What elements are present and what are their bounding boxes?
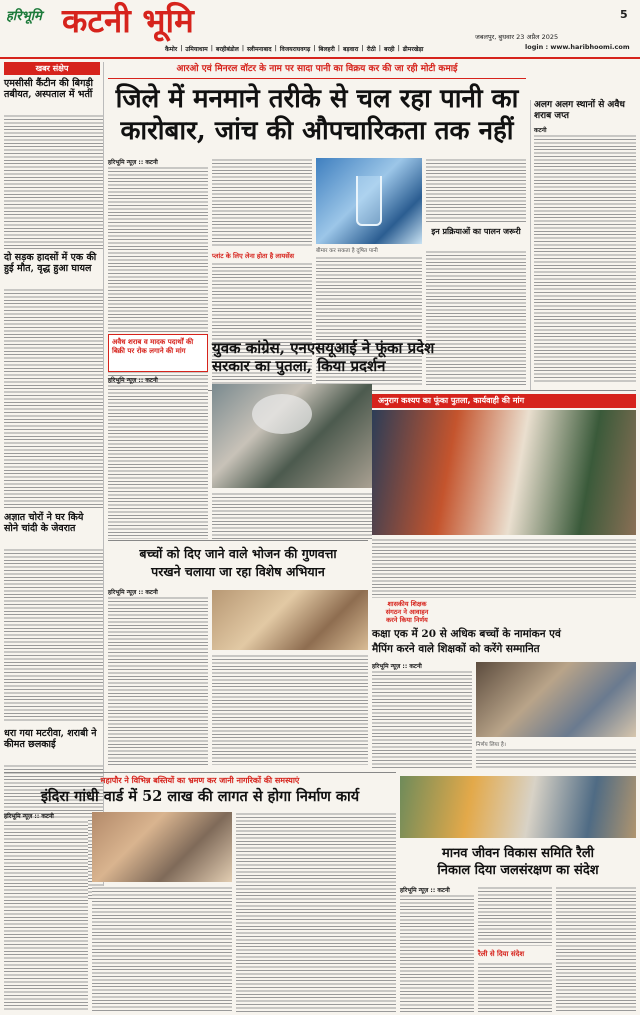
headline: निकाल दिया जलसंरक्षण का संदेश: [437, 863, 599, 878]
headline: मैपिंग करने वाले शिक्षकों को करेंगे सम्मानित: [372, 643, 540, 655]
headline: जिले में मनमाने तरीके से चल रहा पानी का: [115, 84, 519, 114]
teachers-story: [372, 600, 636, 770]
box-text: अवैध शराब व मादक पदार्थों की बिक्री पर रोक लगाने की मांग: [112, 338, 194, 355]
brief-title: धरा गया मटरीवा, शराबी ने कीमत छलकाई: [4, 728, 97, 750]
brief-title: एमसीसी कैंटीन की बिगड़ी तबीयत, अस्पताल में भर्ती: [4, 78, 93, 100]
nav-item[interactable]: बिलहरी: [318, 46, 335, 53]
byline: हरिभूमि न्यूज़ :: कटनी: [400, 887, 450, 894]
nav-strip: कैमोर | उमियाधाम | बरहीबंडोल | स्लीमनाबाद | विजयराघवगढ़ | बिलहरी | बड़वारा | रीठी | बरही | ढीमरखेड़ा: [165, 45, 424, 53]
mayor-visit-photo: [92, 812, 232, 882]
photo-caption: बीमार कर सकता है दूषित पानी: [316, 248, 378, 254]
headline: परखने चलाया जा रहा विशेष अभियान: [151, 564, 325, 579]
nav-item[interactable]: ढीमरखेड़ा: [402, 46, 424, 53]
subhead: रैली से दिया संदेश: [478, 950, 525, 958]
byline: हरिभूमि न्यूज़ :: कटनी: [108, 377, 158, 384]
byline: हरिभूमि न्यूज़ :: कटनी: [108, 159, 158, 166]
issue-date: जबलपुर, बुधवार 23 अप्रैल 2025: [475, 33, 559, 41]
brief-title: दो सड़क हादसों में एक की हुई मौत, वृद्ध हुआ घायल: [4, 252, 97, 274]
section-label: खबर संक्षेप: [4, 62, 100, 75]
byline: हरिभूमि न्यूज़ :: कटनी: [108, 589, 158, 596]
smoke: [252, 394, 312, 434]
kicker: [372, 600, 442, 624]
page-title: कटनी भूमि: [62, 1, 194, 40]
red-box: [108, 334, 208, 372]
byline: हरिभूमि न्यूज़ :: कटनी: [4, 813, 54, 820]
effigy-photo: [372, 410, 636, 535]
byline: हरिभूमि न्यूज़ :: कटनी: [372, 663, 422, 670]
brief-title: अलग अलग स्थानों से अवैध शराब जप्त: [534, 100, 625, 121]
nav-item[interactable]: बड़वारा: [342, 46, 359, 53]
headline: इंदिरा गांधी वार्ड में 52 लाख की लागत से होगा निर्माण कार्य: [40, 788, 360, 805]
page-number: 5: [620, 8, 628, 21]
headline: युवक कांग्रेस, एनएसयूआई ने फूंका प्रदेश सरकार का पुतला, किया प्रदर्शन: [212, 339, 435, 375]
byline: कटनी: [534, 127, 547, 134]
nav-item[interactable]: रीठी: [366, 46, 376, 53]
photo-caption: निर्णय लिया है।: [476, 742, 506, 748]
kicker-line: शासकीय शिक्षक: [387, 600, 427, 608]
headline: कक्षा एक में 20 से अधिक बच्चों के नामांकन एवं: [372, 628, 561, 640]
nav-item[interactable]: कैमोर: [165, 46, 178, 53]
story-banner: अनुराग कश्यप का फूंका पुतला, कार्यवाही की मांग: [372, 394, 636, 408]
meal-photo: [212, 590, 368, 650]
story-kicker: आरओ एवं मिनरल वॉटर के नाम पर सादा पानी का विक्रय कर की जा रही मोटी कमाई: [176, 64, 458, 74]
brief-title: अज्ञात चोरों ने घर किये सोने चांदी के जेवरात: [4, 512, 84, 534]
nav-item[interactable]: स्लीमनाबाद: [247, 46, 272, 53]
water-photo: [316, 158, 422, 244]
subhead: प्लांट के लिए लेना होता है लायसेंस: [212, 252, 295, 260]
protest-photo: [212, 384, 372, 488]
brand-logo: हरिभूमि: [6, 9, 42, 24]
headline: बच्चों को दिए जाने वाले भोजन की गुणवत्ता: [139, 546, 337, 561]
headline: मानव जीवन विकास समिति रैली: [441, 846, 595, 861]
nav-item[interactable]: बरही: [383, 46, 395, 53]
teachers-photo: [476, 662, 636, 737]
right-brief: [530, 100, 636, 390]
nav-item[interactable]: विजयराघवगढ़: [279, 46, 311, 53]
story-kicker: महापौर ने विभिन्न बस्तियों का भ्रमण कर जानी नागरिकों की समस्याएं: [100, 776, 300, 785]
rally-story: [400, 772, 636, 1012]
nav-item[interactable]: बरहीबंडोल: [215, 46, 239, 53]
indira-story: [4, 772, 396, 1012]
rally-photo: [400, 776, 636, 838]
kicker-line: संगठन ने आवाहन: [385, 608, 429, 616]
youth-congress-story: [108, 314, 435, 539]
kicker-line: करने किया निर्णय: [386, 616, 428, 624]
nav-item[interactable]: उमियाधाम: [185, 46, 208, 53]
water-glass-icon: [356, 176, 382, 226]
masthead: [0, 0, 640, 58]
anurag-story: [372, 394, 636, 598]
headline: कारोबार, जांच की औपचारिकता तक नहीं: [120, 116, 514, 146]
subhead: इन प्रक्रियाओं का पालन जरूरी: [431, 226, 521, 236]
site-url[interactable]: login : www.haribhoomi.com: [525, 43, 630, 51]
meal-story: [108, 540, 368, 765]
